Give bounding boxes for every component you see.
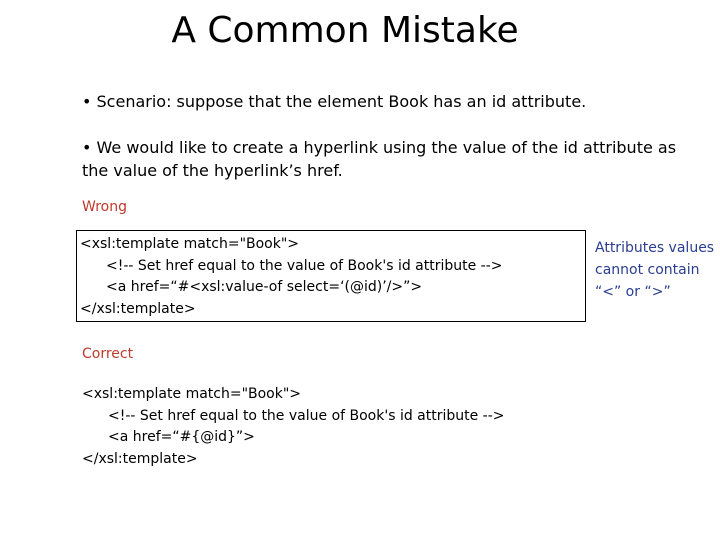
side-note-line: “<” or “>” <box>595 284 671 300</box>
code-line: <a href=“#<xsl:value-of select=‘(@id)’/>”> <box>106 279 423 295</box>
side-note <box>595 237 720 303</box>
bullet-scenario: • Scenario: suppose that the element Book has an id attribute. <box>82 92 587 111</box>
code-line: <a href=“#{@id}”> <box>108 429 255 445</box>
correct-code-block <box>82 384 602 470</box>
code-line: </xsl:template> <box>80 300 196 317</box>
code-line: <!-- Set href equal to the value of Book's id attribute --> <box>108 407 505 424</box>
code-line: <xsl:template match="Book"> <box>82 386 302 402</box>
slide-title: A Common Mistake <box>171 10 519 51</box>
code-line: </xsl:template> <box>82 450 198 467</box>
wrong-label: Wrong <box>82 199 127 215</box>
side-note-line: Attributes values <box>595 240 715 256</box>
wrong-code-box <box>76 230 586 322</box>
code-line: <xsl:template match="Book"> <box>80 236 300 252</box>
correct-label: Correct <box>82 346 134 362</box>
bullet-goal: • We would like to create a hyperlink using the value of the id attribute as the value of the hyperlink’s href. <box>82 138 677 180</box>
side-note-line: cannot contain <box>595 262 700 278</box>
code-line: <!-- Set href equal to the value of Book's id attribute --> <box>106 257 503 274</box>
